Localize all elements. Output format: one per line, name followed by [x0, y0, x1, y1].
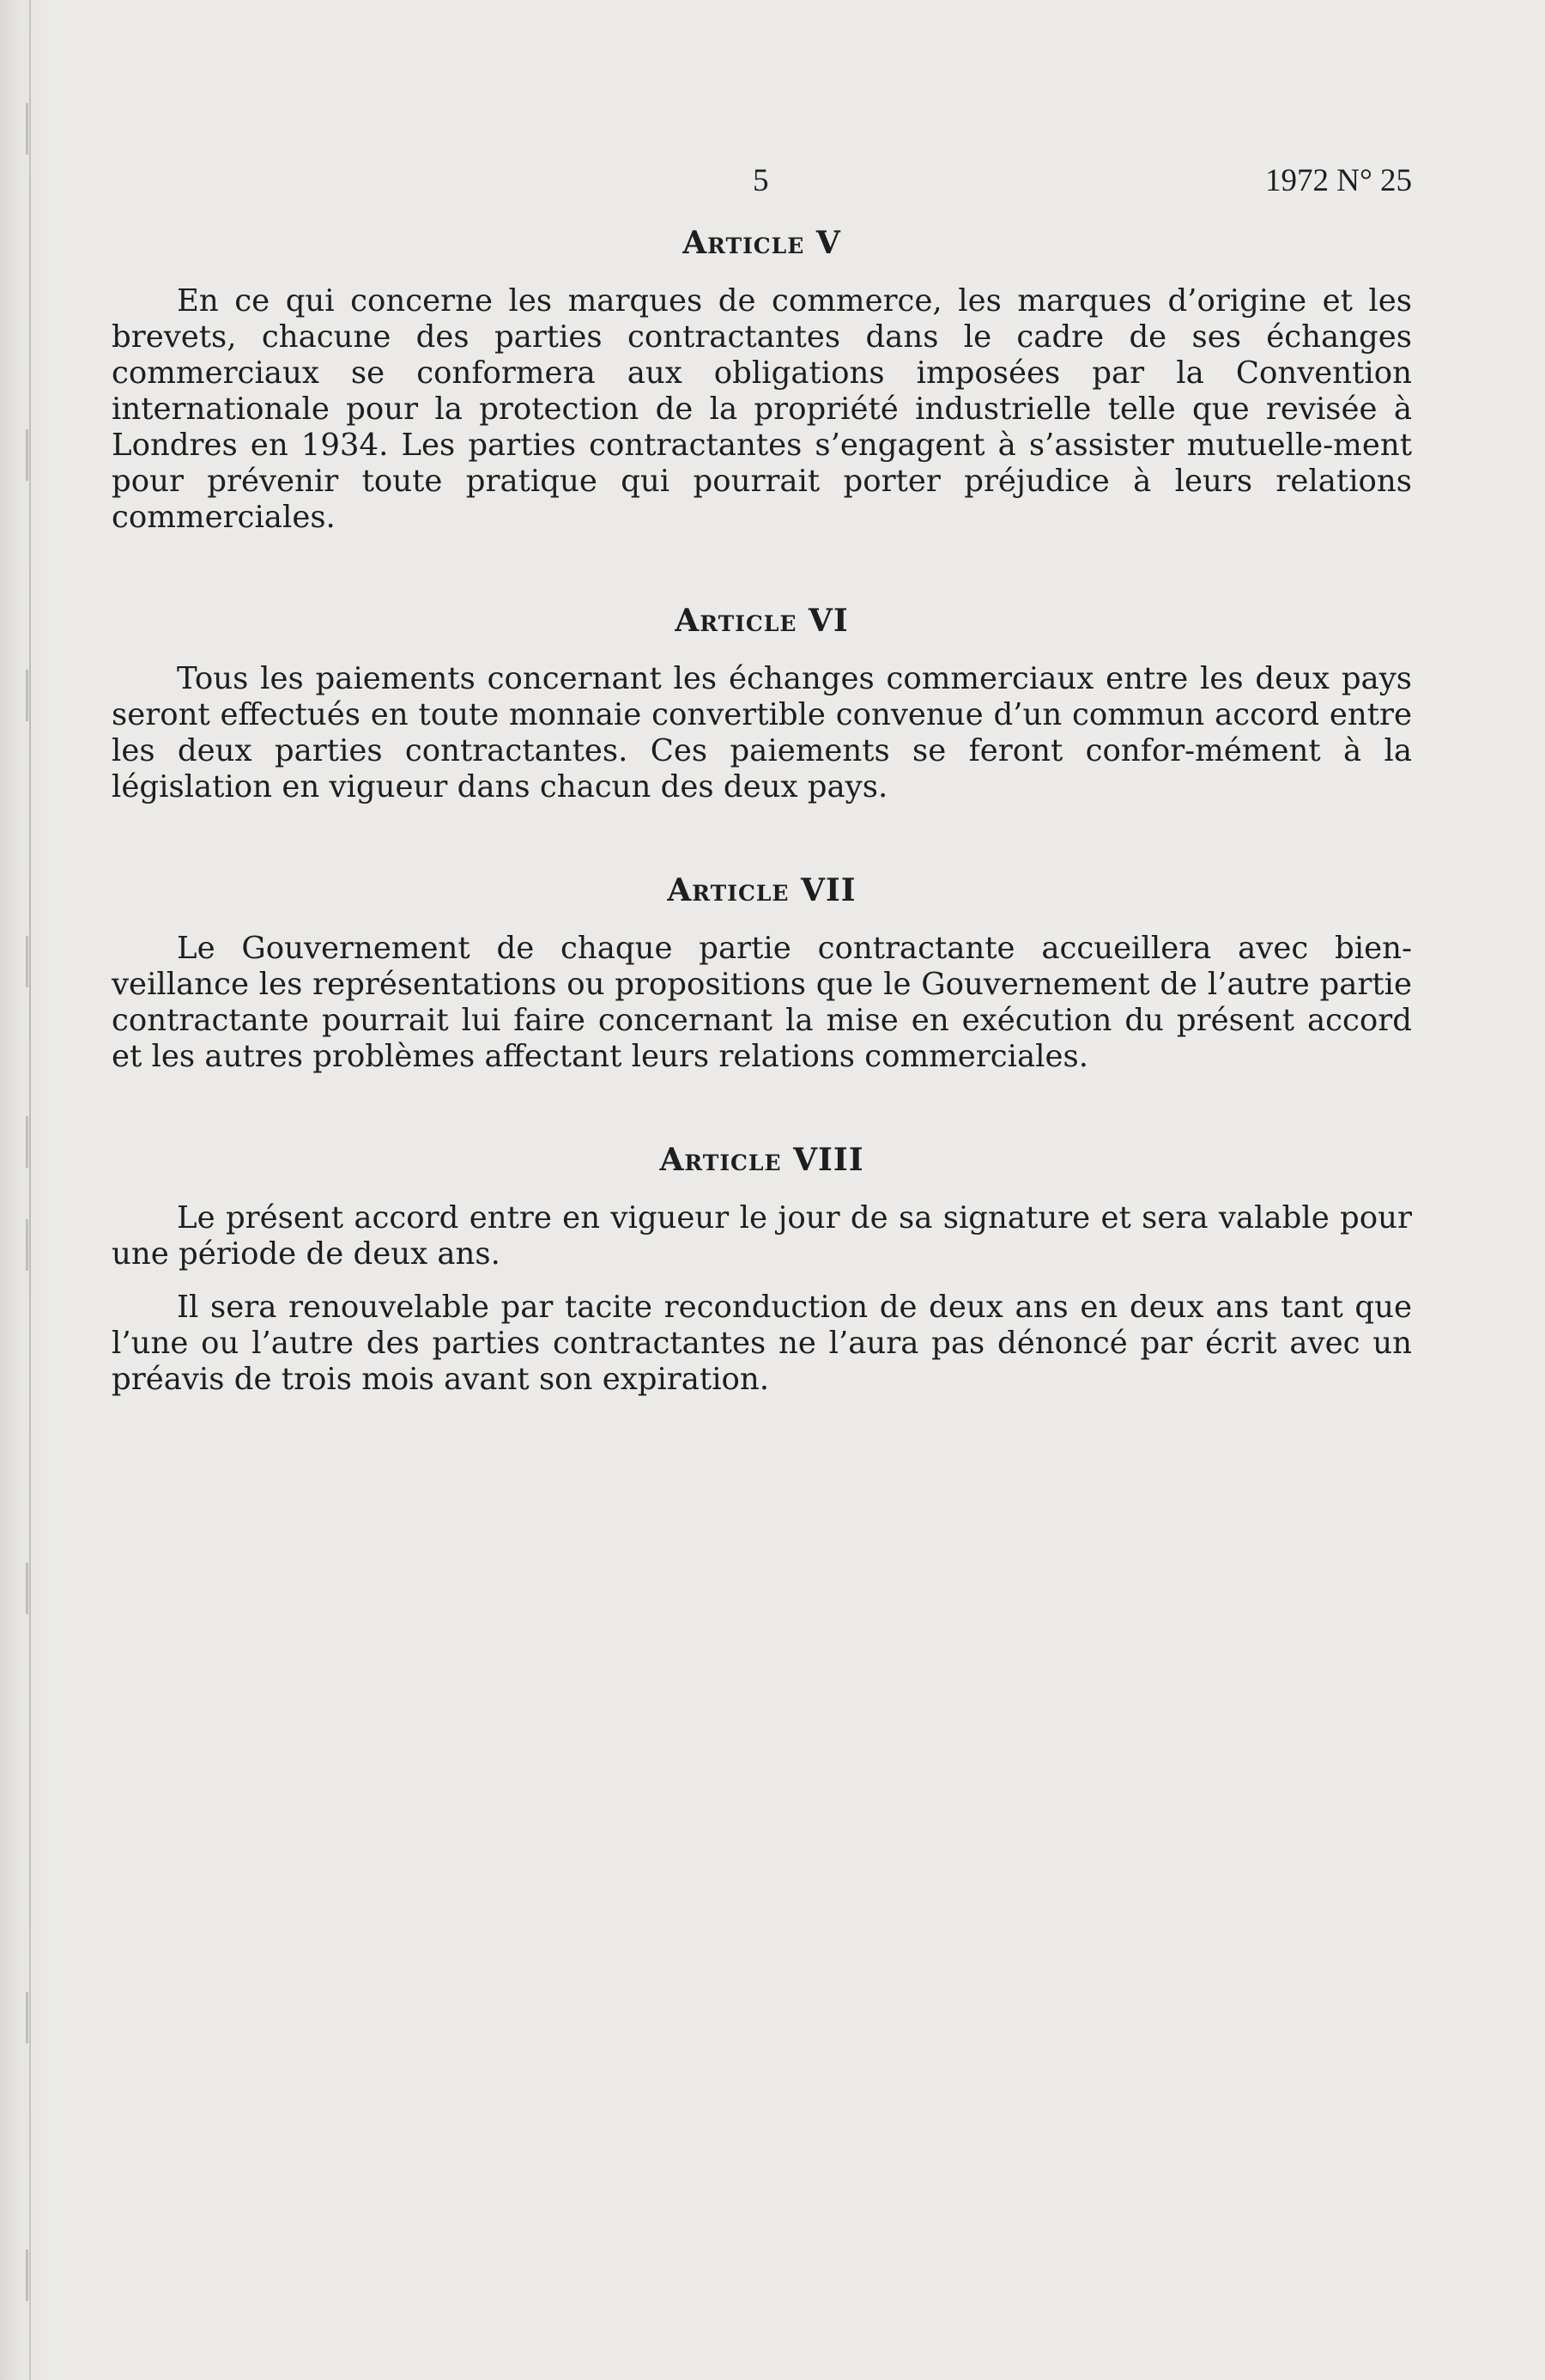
article-6-title: Article VI	[675, 603, 849, 639]
article-7-paragraph-1: Le Gouvernement de chaque partie contractante accueillera avec bien-veillance les représentations ou propositions que le Gouvernement de l’autre partie contractante pourrait lui faire concernant la mise en exécution du présent accord et les autres problèmes affectant leurs relations commerciales.	[112, 931, 1412, 1074]
article-8-title: Article VIII	[659, 1142, 864, 1178]
page-number: 5	[753, 163, 769, 198]
article-8-paragraph-1: Le présent accord entre en vigueur le jour de sa signature et sera valable pour une période de deux ans.	[112, 1200, 1412, 1272]
binding-marks	[26, 0, 34, 2380]
article-5-title: Article V	[682, 225, 841, 261]
article-7-title: Article VII	[667, 872, 857, 908]
article-8-paragraph-2: Il sera renouvelable par tacite reconduction de deux ans en deux ans tant que l’une ou l’autre des parties contractantes ne l’aura pas dénoncé par écrit avec un préavis de trois mois avant son expiration.	[112, 1290, 1412, 1397]
page-header	[112, 155, 1412, 206]
document-reference: 1972 N° 25	[1264, 163, 1412, 198]
article-5-paragraph-1: En ce qui concerne les marques de commerce, les marques d’origine et les brevets, chacune des parties contractantes dans le cadre de ses échanges commerciaux se conformera aux obligations imposées par la Convention internationale pour la protection de la propriété industrielle telle que revisée à Londres en 1934. Les parties contractantes s’engagent à s’assister mutuelle-ment pour prévenir toute pratique qui pourrait porter préjudice à leurs relations commerciales.	[112, 283, 1412, 535]
document-body	[112, 155, 1412, 1398]
article-6-paragraph-1: Tous les paiements concernant les échanges commerciaux entre les deux pays seront effectués en toute monnaie convertible convenue d’un commun accord entre les deux parties contractantes. Ces paiements se feront confor-mément à la législation en vigueur dans chacun des deux pays.	[112, 661, 1412, 804]
